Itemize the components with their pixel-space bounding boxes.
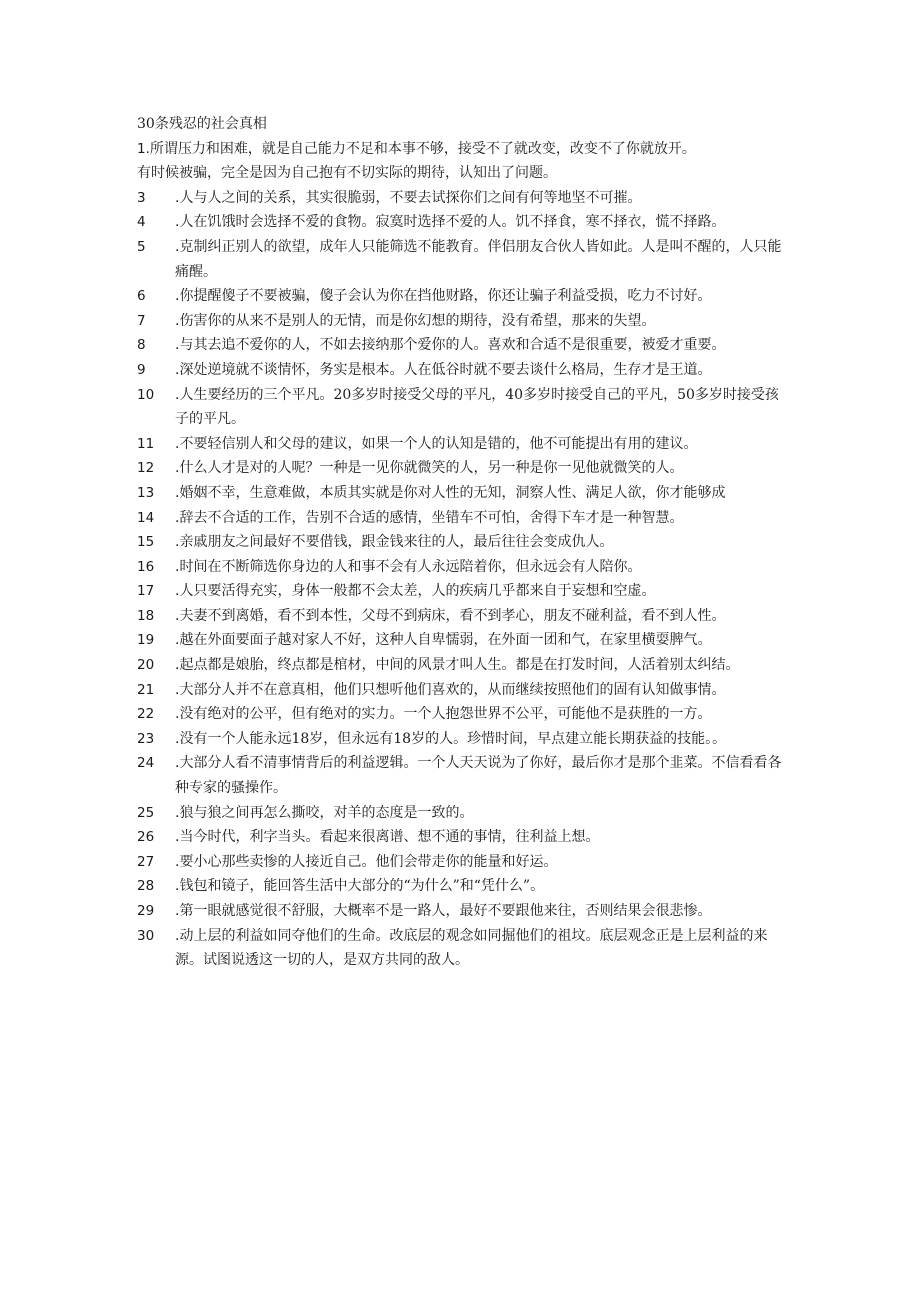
item-text: 有时候被骗，完全是因为自己抱有不切实际的期待，认知出了问题。 [137,165,557,182]
item-text: .什么人才是对的人呢？一种是一见你就微笑的人，另一种是你一见他就微笑的人。 [175,460,684,477]
item-number: 8 [137,337,146,354]
list-item [137,186,787,211]
item-text: .当今时代，利字当头。看起来很离谱、想不通的事情，往利益上想。 [175,829,600,846]
list-item [137,506,787,531]
list-item [137,137,787,162]
list-item [137,899,787,924]
list-item [137,555,787,580]
item-text: .起点都是娘胎，终点都是棺材，中间的风景才叫人生。都是在打发时间，人活着别太纠结。 [175,657,740,674]
item-text: .越在外面要面子越对家人不好，这种人自卑懦弱，在外面一团和气，在家里横耍脾气。 [175,632,712,649]
item-number: 7 [137,312,146,329]
list-item [137,530,787,555]
item-text: .伤害你的从来不是别人的无情，而是你幻想的期待，没有希望，那来的失望。 [175,312,656,329]
list-item [137,383,787,432]
item-number: 10 [137,386,155,403]
list-item [137,333,787,358]
item-text: .钱包和镜子，能回答生活中大部分的“为什么”和“凭什么”。 [175,878,545,895]
list-item [137,358,787,383]
item-text: .你提醒傻子不要被骗，傻子会认为你在挡他财路，你还让骗子利益受损，吃力不讨好。 [175,288,712,305]
list-item [137,653,787,678]
list-item [137,309,787,334]
item-list [137,137,787,973]
list-item [137,801,787,826]
list-item [137,751,787,800]
item-text: .第一眼就感觉很不舒服，大概率不是一路人，最好不要跟他来往，否则结果会很悲惨。 [175,903,712,919]
item-number: 20 [137,657,155,674]
item-number: 6 [137,288,146,305]
list-item [137,628,787,653]
item-number: 21 [137,681,155,698]
item-number: 5 [137,238,146,255]
item-number: 12 [137,460,155,477]
item-number: 15 [137,534,155,551]
item-number: 1. [137,140,150,157]
item-number: 11 [137,435,155,452]
list-item [137,924,787,973]
item-text: .没有一个人能永远18岁，但永远有18岁的人。珍惜时间，早点建立能长期获益的技能。。 [175,730,727,747]
list-item [137,850,787,875]
item-number: 25 [137,804,155,821]
list-item [137,702,787,727]
item-number: 28 [137,878,155,895]
list-item [137,481,787,506]
item-number: 3 [137,189,146,206]
item-text: .时间在不断筛选你身边的人和事不会有人永远陪着你，但永远会有人陪你。 [175,558,642,575]
list-item [137,604,787,629]
item-number: 30 [137,927,155,944]
item-number: 18 [137,607,155,624]
item-text: .人只要活得充实，身体一般都不会太差，人的疾病几乎都来自于妄想和空虚。 [175,583,656,600]
item-number: 4 [137,214,146,231]
item-text: .没有绝对的公平，但有绝对的实力。一个人抱怨世界不公平，可能他不是获胜的一方。 [175,706,712,723]
item-text: .辞去不合适的工作，告别不合适的感情，坐错车不可怕，舍得下车才是一种智慧。 [175,509,684,526]
item-number: 29 [137,903,155,919]
item-number: 14 [137,509,155,526]
item-text: .与其去追不爱你的人，不如去接纳那个爱你的人。喜欢和合适不是很重要，被爱才重要。 [175,337,726,354]
item-number: 9 [137,361,146,378]
item-text: .夫妻不到离婚，看不到本性，父母不到病床，看不到孝心，朋友不碰利益，看不到人性。 [175,607,726,624]
item-text: .狼与狼之间再怎么撕咬，对羊的态度是一致的。 [175,804,474,821]
item-number: 19 [137,632,155,649]
list-item [137,161,787,186]
item-text: .婚姻不幸，生意难做，本质其实就是你对人性的无知，洞察人性、满足人欲，你才能够成 [175,484,726,501]
item-text: .克制纠正别人的欲望，成年人只能筛选不能教育。伴侣朋友合伙人皆如此。人是叫不醒的，人只能痛醒。 [175,238,782,280]
item-text: .大部分人并不在意真相，他们只想听他们喜欢的，从而继续按照他们的固有认知做事情。 [175,681,726,698]
list-item [137,235,787,284]
list-item [137,284,787,309]
item-text: .亲戚朋友之间最好不要借钱，跟金钱来往的人，最后往往会变成仇人。 [175,534,614,551]
item-text: .人与人之间的关系，其实很脆弱，不要去试探你们之间有何等地坚不可摧。 [175,189,642,206]
item-text: .深处逆境就不谈情怀，务实是根本。人在低谷时就不要去谈什么格局，生存才是王道。 [175,361,712,378]
list-item [137,456,787,481]
list-item [137,678,787,703]
item-number: 16 [137,558,155,575]
document-title: 30条残忍的社会真相 [137,116,267,132]
item-text: .大部分人看不清事情背后的利益逻辑。一个人天天说为了你好，最后你才是那个韭菜。不信看看各种专家的骚操作。 [175,755,782,797]
document-body [137,112,787,973]
list-item [137,727,787,752]
item-number: 24 [137,755,155,772]
item-number: 17 [137,583,155,600]
list-item [137,579,787,604]
item-text: .动上层的利益如同夺他们的生命。改底层的观念如同掘他们的祖坟。底层观念正是上层利益的来源。试图说透这一切的人，是双方共同的敌人。 [175,927,768,969]
item-text: .人生要经历的三个平凡。20多岁时接受父母的平凡，40多岁时接受自己的平凡，50多岁时接受孩子的平凡。 [175,386,779,428]
item-text: .不要轻信别人和父母的建议，如果一个人的认知是错的，他不可能提出有用的建议。 [175,435,698,452]
list-item [137,432,787,457]
item-number: 22 [137,706,155,723]
item-text: 所谓压力和困难，就是自己能力不足和本事不够，接受不了就改变，改变不了你就放开。 [149,140,696,157]
item-number: 13 [137,484,155,501]
item-text: .人在饥饿时会选择不爱的食物。寂寞时选择不爱的人。饥不择食，寒不择衣，慌不择路。 [175,214,726,231]
item-text: .要小心那些卖惨的人接近自己。他们会带走你的能量和好运。 [175,853,558,870]
list-item [137,210,787,235]
item-number: 23 [137,730,155,747]
list-item [137,874,787,899]
item-number: 27 [137,853,155,870]
list-item [137,825,787,850]
item-number: 26 [137,829,155,846]
